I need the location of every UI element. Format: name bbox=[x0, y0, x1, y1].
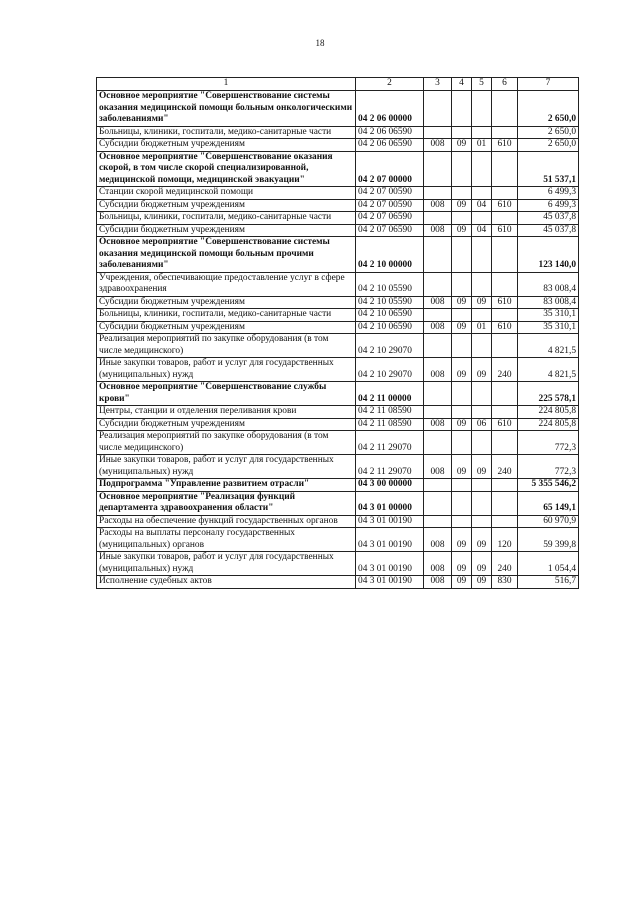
row-col4: 09 bbox=[452, 552, 472, 576]
row-code: 04 3 01 00190 bbox=[356, 528, 424, 552]
row-col4 bbox=[452, 406, 472, 419]
row-code: 04 2 11 29070 bbox=[356, 455, 424, 479]
row-col3: 008 bbox=[424, 296, 452, 309]
row-col3: 008 bbox=[424, 418, 452, 431]
row-name: Основное мероприятие "Совершенствование системы оказания медицинской помощи больным прочими заболеваниями" bbox=[97, 237, 356, 273]
row-name: Субсидии бюджетным учреждениям bbox=[97, 139, 356, 152]
row-code: 04 2 07 00590 bbox=[356, 199, 424, 212]
row-code: 04 3 01 00000 bbox=[356, 491, 424, 515]
row-code: 04 2 11 00000 bbox=[356, 382, 424, 406]
row-col3 bbox=[424, 187, 452, 200]
row-col3 bbox=[424, 382, 452, 406]
row-code: 04 3 01 00190 bbox=[356, 576, 424, 589]
row-col6: 610 bbox=[492, 418, 518, 431]
row-name: Иные закупки товаров, работ и услуг для государственных (муниципальных) нужд bbox=[97, 358, 356, 382]
row-amount: 59 399,8 bbox=[518, 528, 579, 552]
table-row bbox=[97, 431, 579, 455]
table-row bbox=[97, 187, 579, 200]
table-row bbox=[97, 418, 579, 431]
row-amount: 60 970,9 bbox=[518, 515, 579, 528]
row-code: 04 2 10 29070 bbox=[356, 358, 424, 382]
row-name: Больницы, клиники, госпитали, медико-санитарные части bbox=[97, 309, 356, 322]
row-col3 bbox=[424, 479, 452, 492]
row-col3: 008 bbox=[424, 576, 452, 589]
row-amount: 224 805,8 bbox=[518, 406, 579, 419]
row-amount: 65 149,1 bbox=[518, 491, 579, 515]
table-row bbox=[97, 552, 579, 576]
row-name: Центры, станции и отделения переливания крови bbox=[97, 406, 356, 419]
table-row bbox=[97, 576, 579, 589]
row-col4 bbox=[452, 151, 472, 187]
row-col3: 008 bbox=[424, 552, 452, 576]
row-col5 bbox=[472, 431, 492, 455]
row-col6 bbox=[492, 406, 518, 419]
row-col4: 09 bbox=[452, 139, 472, 152]
row-col3 bbox=[424, 237, 452, 273]
table-row bbox=[97, 334, 579, 358]
row-col5 bbox=[472, 237, 492, 273]
table-row bbox=[97, 272, 579, 296]
row-code: 04 2 10 05590 bbox=[356, 272, 424, 296]
row-name: Подпрограмма "Управление развитием отрасли" bbox=[97, 479, 356, 492]
row-col5 bbox=[472, 515, 492, 528]
row-name: Реализация мероприятий по закупке оборудования (в том числе медицинского) bbox=[97, 431, 356, 455]
row-name: Субсидии бюджетным учреждениям bbox=[97, 296, 356, 309]
column-header: 5 bbox=[472, 78, 492, 91]
row-col4 bbox=[452, 187, 472, 200]
table-row bbox=[97, 212, 579, 225]
column-header: 3 bbox=[424, 78, 452, 91]
row-code: 04 2 11 08590 bbox=[356, 418, 424, 431]
column-header: 4 bbox=[452, 78, 472, 91]
row-code: 04 2 06 06590 bbox=[356, 139, 424, 152]
row-col4 bbox=[452, 334, 472, 358]
row-col3: 008 bbox=[424, 358, 452, 382]
column-header: 1 bbox=[97, 78, 356, 91]
row-col4: 09 bbox=[452, 418, 472, 431]
row-amount: 2 650,0 bbox=[518, 91, 579, 127]
row-name: Исполнение судебных актов bbox=[97, 576, 356, 589]
row-amount: 772,3 bbox=[518, 455, 579, 479]
row-col4: 09 bbox=[452, 455, 472, 479]
row-col6: 610 bbox=[492, 321, 518, 334]
table-row bbox=[97, 199, 579, 212]
row-col5: 09 bbox=[472, 358, 492, 382]
row-col5 bbox=[472, 187, 492, 200]
row-name: Основное мероприятие "Реализация функций департамента здравоохранения области" bbox=[97, 491, 356, 515]
row-col6 bbox=[492, 515, 518, 528]
row-col5: 09 bbox=[472, 552, 492, 576]
row-col6 bbox=[492, 309, 518, 322]
row-name: Больницы, клиники, госпитали, медико-санитарные части bbox=[97, 212, 356, 225]
row-col6: 240 bbox=[492, 455, 518, 479]
row-amount: 123 140,0 bbox=[518, 237, 579, 273]
row-col5 bbox=[472, 382, 492, 406]
row-col5 bbox=[472, 151, 492, 187]
row-name: Субсидии бюджетным учреждениям bbox=[97, 224, 356, 237]
row-amount: 6 499,3 bbox=[518, 187, 579, 200]
row-col4: 09 bbox=[452, 358, 472, 382]
row-col6 bbox=[492, 126, 518, 139]
table-header-row bbox=[97, 78, 579, 91]
table-row bbox=[97, 139, 579, 152]
row-col6 bbox=[492, 91, 518, 127]
row-amount: 4 821,5 bbox=[518, 334, 579, 358]
row-col4 bbox=[452, 382, 472, 406]
row-col5 bbox=[472, 212, 492, 225]
row-code: 04 2 10 29070 bbox=[356, 334, 424, 358]
table-row bbox=[97, 309, 579, 322]
row-amount: 45 037,8 bbox=[518, 224, 579, 237]
row-col5: 01 bbox=[472, 321, 492, 334]
row-col3 bbox=[424, 406, 452, 419]
row-col6 bbox=[492, 151, 518, 187]
row-col6: 120 bbox=[492, 528, 518, 552]
row-amount: 4 821,5 bbox=[518, 358, 579, 382]
row-name: Иные закупки товаров, работ и услуг для государственных (муниципальных) нужд bbox=[97, 455, 356, 479]
row-col4 bbox=[452, 126, 472, 139]
row-code: 04 3 00 00000 bbox=[356, 479, 424, 492]
row-col3: 008 bbox=[424, 321, 452, 334]
row-col6: 240 bbox=[492, 358, 518, 382]
row-col5 bbox=[472, 491, 492, 515]
row-col4: 09 bbox=[452, 576, 472, 589]
row-col3 bbox=[424, 334, 452, 358]
page-number: 18 bbox=[315, 38, 325, 48]
row-col5 bbox=[472, 272, 492, 296]
row-name: Больницы, клиники, госпитали, медико-санитарные части bbox=[97, 126, 356, 139]
row-col6: 240 bbox=[492, 552, 518, 576]
row-col5: 09 bbox=[472, 528, 492, 552]
row-col6: 830 bbox=[492, 576, 518, 589]
row-col6: 610 bbox=[492, 139, 518, 152]
row-col4: 09 bbox=[452, 224, 472, 237]
row-col5: 09 bbox=[472, 576, 492, 589]
row-amount: 2 650,0 bbox=[518, 126, 579, 139]
row-code: 04 2 10 00000 bbox=[356, 237, 424, 273]
row-col3 bbox=[424, 491, 452, 515]
row-amount: 35 310,1 bbox=[518, 309, 579, 322]
row-col6 bbox=[492, 237, 518, 273]
budget-table bbox=[96, 77, 579, 589]
row-col6: 610 bbox=[492, 224, 518, 237]
row-col6 bbox=[492, 382, 518, 406]
row-col3 bbox=[424, 212, 452, 225]
column-header: 6 bbox=[492, 78, 518, 91]
row-col5: 04 bbox=[472, 199, 492, 212]
table-row bbox=[97, 224, 579, 237]
row-code: 04 2 10 06590 bbox=[356, 309, 424, 322]
row-col4: 09 bbox=[452, 321, 472, 334]
table-row bbox=[97, 126, 579, 139]
row-amount: 45 037,8 bbox=[518, 212, 579, 225]
row-col5 bbox=[472, 309, 492, 322]
row-col3 bbox=[424, 272, 452, 296]
row-col3: 008 bbox=[424, 455, 452, 479]
row-col3 bbox=[424, 126, 452, 139]
row-col5: 09 bbox=[472, 296, 492, 309]
column-header: 7 bbox=[518, 78, 579, 91]
row-col3: 008 bbox=[424, 224, 452, 237]
table-row bbox=[97, 528, 579, 552]
row-name: Основное мероприятие "Совершенствование службы крови" bbox=[97, 382, 356, 406]
row-col6 bbox=[492, 334, 518, 358]
row-code: 04 2 11 08590 bbox=[356, 406, 424, 419]
row-col6 bbox=[492, 431, 518, 455]
row-name: Субсидии бюджетным учреждениям bbox=[97, 418, 356, 431]
row-col5 bbox=[472, 91, 492, 127]
row-col3 bbox=[424, 91, 452, 127]
table-row bbox=[97, 406, 579, 419]
row-code: 04 3 01 00190 bbox=[356, 552, 424, 576]
row-code: 04 2 06 06590 bbox=[356, 126, 424, 139]
row-col3 bbox=[424, 515, 452, 528]
row-name: Реализация мероприятий по закупке оборудования (в том числе медицинского) bbox=[97, 334, 356, 358]
row-col5 bbox=[472, 334, 492, 358]
row-name: Субсидии бюджетным учреждениям bbox=[97, 199, 356, 212]
row-amount: 51 537,1 bbox=[518, 151, 579, 187]
row-code: 04 2 07 06590 bbox=[356, 212, 424, 225]
row-col6 bbox=[492, 212, 518, 225]
row-amount: 225 578,1 bbox=[518, 382, 579, 406]
row-name: Основное мероприятие "Совершенствование системы оказания медицинской помощи больным онкологическими заболеваниями" bbox=[97, 91, 356, 127]
column-header: 2 bbox=[356, 78, 424, 91]
row-col4 bbox=[452, 479, 472, 492]
row-amount: 83 008,4 bbox=[518, 296, 579, 309]
table-row bbox=[97, 91, 579, 127]
table-row bbox=[97, 296, 579, 309]
table-row bbox=[97, 515, 579, 528]
row-col3 bbox=[424, 309, 452, 322]
row-col3 bbox=[424, 431, 452, 455]
row-col4: 09 bbox=[452, 528, 472, 552]
table-row bbox=[97, 237, 579, 273]
row-col4 bbox=[452, 212, 472, 225]
row-amount: 35 310,1 bbox=[518, 321, 579, 334]
row-col4 bbox=[452, 91, 472, 127]
row-code: 04 2 07 00590 bbox=[356, 187, 424, 200]
row-name: Расходы на обеспечение функций государственных органов bbox=[97, 515, 356, 528]
row-col6 bbox=[492, 491, 518, 515]
row-name: Учреждения, обеспечивающие предоставление услуг в сфере здравоохранения bbox=[97, 272, 356, 296]
row-col5: 09 bbox=[472, 455, 492, 479]
row-name: Расходы на выплаты персоналу государственных (муниципальных) органов bbox=[97, 528, 356, 552]
row-col6 bbox=[492, 272, 518, 296]
row-amount: 516,7 bbox=[518, 576, 579, 589]
row-col5: 04 bbox=[472, 224, 492, 237]
row-amount: 1 054,4 bbox=[518, 552, 579, 576]
row-col3: 008 bbox=[424, 528, 452, 552]
row-col5: 01 bbox=[472, 139, 492, 152]
row-amount: 83 008,4 bbox=[518, 272, 579, 296]
row-name: Иные закупки товаров, работ и услуг для государственных (муниципальных) нужд bbox=[97, 552, 356, 576]
row-amount: 6 499,3 bbox=[518, 199, 579, 212]
row-amount: 2 650,0 bbox=[518, 139, 579, 152]
row-amount: 224 805,8 bbox=[518, 418, 579, 431]
table-row bbox=[97, 479, 579, 492]
row-col4: 09 bbox=[452, 296, 472, 309]
row-col4 bbox=[452, 272, 472, 296]
row-col4 bbox=[452, 237, 472, 273]
table-row bbox=[97, 321, 579, 334]
row-col6: 610 bbox=[492, 296, 518, 309]
row-col5 bbox=[472, 126, 492, 139]
row-code: 04 2 10 05590 bbox=[356, 296, 424, 309]
row-col4 bbox=[452, 431, 472, 455]
row-col3: 008 bbox=[424, 139, 452, 152]
row-amount: 772,3 bbox=[518, 431, 579, 455]
row-col4 bbox=[452, 515, 472, 528]
table-row bbox=[97, 491, 579, 515]
row-code: 04 3 01 00190 bbox=[356, 515, 424, 528]
row-col4 bbox=[452, 491, 472, 515]
row-col4: 09 bbox=[452, 199, 472, 212]
row-col5 bbox=[472, 479, 492, 492]
row-amount: 5 355 546,2 bbox=[518, 479, 579, 492]
table-row bbox=[97, 455, 579, 479]
row-name: Станции скорой медицинской помощи bbox=[97, 187, 356, 200]
row-name: Основное мероприятие "Совершенствование оказания скорой, в том числе скорой специализированной, медицинской помощи, медицинской эвакуации" bbox=[97, 151, 356, 187]
row-col5: 06 bbox=[472, 418, 492, 431]
row-code: 04 2 11 29070 bbox=[356, 431, 424, 455]
row-col6 bbox=[492, 479, 518, 492]
row-col3: 008 bbox=[424, 199, 452, 212]
row-name: Субсидии бюджетным учреждениям bbox=[97, 321, 356, 334]
row-col3 bbox=[424, 151, 452, 187]
row-col4 bbox=[452, 309, 472, 322]
row-code: 04 2 06 00000 bbox=[356, 91, 424, 127]
row-code: 04 2 07 00000 bbox=[356, 151, 424, 187]
row-code: 04 2 07 06590 bbox=[356, 224, 424, 237]
table-row bbox=[97, 358, 579, 382]
table-row bbox=[97, 382, 579, 406]
row-code: 04 2 10 06590 bbox=[356, 321, 424, 334]
table-row bbox=[97, 151, 579, 187]
row-col6: 610 bbox=[492, 199, 518, 212]
row-col5 bbox=[472, 406, 492, 419]
row-col6 bbox=[492, 187, 518, 200]
